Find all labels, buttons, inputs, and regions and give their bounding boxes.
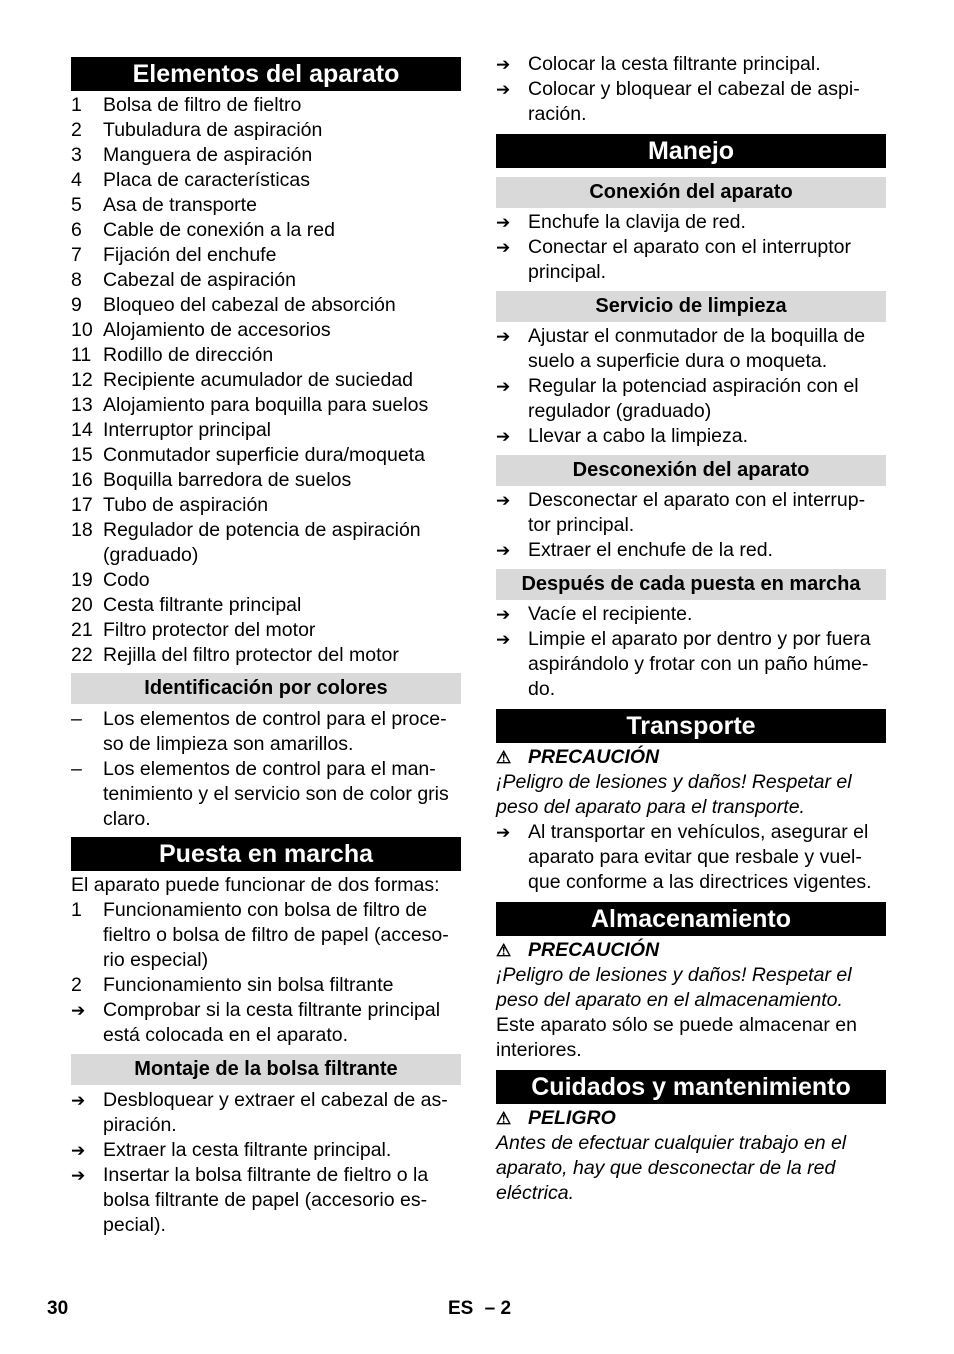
item-text: Extraer la cesta filtrante principal. — [103, 1139, 392, 1161]
item-text: Fijación del enchufe — [103, 244, 277, 266]
footer-lang-code: ES — [448, 1298, 474, 1319]
item-text: Insertar la bolsa filtrante de fieltro o la bolsa filtrante de papel (accesorio es-pecial). — [103, 1164, 429, 1236]
item-number: – — [71, 708, 82, 730]
item-text: Llevar a cabo la limpieza. — [528, 425, 749, 447]
warning-icon: ⚠ — [496, 941, 512, 960]
list-item — [71, 1138, 461, 1163]
item-text: Boquilla barredora de suelos — [103, 469, 352, 491]
heading-desconexion: Desconexión del aparato — [496, 455, 886, 486]
item-text: Cesta filtrante principal — [103, 594, 302, 616]
item-text: Funcionamiento sin bolsa filtrante — [103, 974, 394, 996]
item-text: Regular la potenciad aspiración con el regulador (graduado) — [528, 375, 859, 422]
heading-elementos: Elementos del aparato — [71, 57, 461, 91]
item-text: Ajustar el conmutador de la boquilla de suelo a superficie dura o moqueta. — [528, 325, 866, 372]
item-number: 4 — [71, 169, 82, 191]
item-number: – — [71, 758, 82, 780]
item-text: Placa de características — [103, 169, 311, 191]
list-item — [71, 293, 461, 318]
item-text: Los elementos de control para el proce-so de limpieza son amarillos. — [103, 708, 447, 755]
item-number: 9 — [71, 294, 82, 316]
warning-label: PRECAUCIÓN — [528, 746, 660, 768]
list-servicio — [496, 324, 886, 449]
list-item — [71, 268, 461, 293]
heading-manejo: Manejo — [496, 134, 886, 168]
list-item — [71, 143, 461, 168]
arrow-icon: ➔ — [496, 605, 511, 624]
item-number: 3 — [71, 144, 82, 166]
item-number: 1 — [71, 94, 82, 116]
item-text: Bolsa de filtro de fieltro — [103, 94, 302, 116]
list-item — [71, 343, 461, 368]
list-item — [71, 468, 461, 493]
item-text: Colocar la cesta filtrante principal. — [528, 53, 821, 75]
item-text: Cable de conexión a la red — [103, 219, 335, 241]
item-number: 17 — [71, 494, 93, 516]
list-item — [71, 518, 461, 568]
item-text: Rejilla del filtro protector del motor — [103, 644, 399, 666]
list-item — [496, 235, 886, 285]
item-text: Colocar y bloquear el cabezal de aspi-ración. — [528, 78, 860, 125]
item-text: Cabezal de aspiración — [103, 269, 296, 291]
arrow-icon: ➔ — [496, 238, 511, 257]
item-text: Rodillo de dirección — [103, 344, 274, 366]
list-item — [496, 627, 886, 702]
list-item — [71, 618, 461, 643]
item-text: Funcionamiento con bolsa de filtro de fieltro o bolsa de filtro de papel (acceso-rio especial) — [103, 899, 449, 971]
list-item — [71, 93, 461, 118]
heading-puesta: Puesta en marcha — [71, 837, 461, 871]
list-item — [71, 218, 461, 243]
list-item — [496, 424, 886, 449]
item-number: 22 — [71, 644, 93, 666]
arrow-icon: ➔ — [496, 427, 511, 446]
warning-almacen — [496, 938, 886, 963]
warning-cuidados-text: Antes de efectuar cualquier trabajo en el aparato, hay que desconectar de la red eléctrica. — [496, 1132, 847, 1204]
item-text: Vacíe el recipiente. — [528, 603, 693, 625]
item-number: 5 — [71, 194, 82, 216]
item-text: Regulador de potencia de aspiración (graduado) — [103, 519, 421, 566]
item-number: 19 — [71, 569, 93, 591]
list-item — [71, 643, 461, 668]
warning-icon: ⚠ — [496, 1109, 512, 1128]
item-text: Al transportar en vehículos, asegurar el aparato para evitar que resbale y vuel-que conforme a las directrices vigentes. — [528, 821, 872, 893]
item-number: 1 — [71, 899, 82, 921]
list-item — [71, 193, 461, 218]
list-item — [71, 757, 461, 832]
item-text: Desbloquear y extraer el cabezal de as-piración. — [103, 1089, 448, 1136]
item-number: 8 — [71, 269, 82, 291]
item-number: 2 — [71, 119, 82, 141]
item-text: Los elementos de control para el man-tenimiento y el servicio son de color gris claro. — [103, 758, 449, 830]
heading-conexion: Conexión del aparato — [496, 177, 886, 208]
list-item — [71, 898, 461, 973]
footer-lang — [448, 1298, 511, 1320]
item-text: Interruptor principal — [103, 419, 271, 441]
item-text: Limpie el aparato por dentro y por fuera aspirándolo y frotar con un paño húme-do. — [528, 628, 871, 700]
puesta-intro: El aparato puede funcionar de dos formas: — [71, 874, 440, 896]
item-text: Manguera de aspiración — [103, 144, 313, 166]
item-text: Comprobar si la cesta filtrante principal está colocada en el aparato. — [103, 999, 441, 1046]
item-text: Recipiente acumulador de suciedad — [103, 369, 414, 391]
list-item — [496, 210, 886, 235]
list-item — [496, 374, 886, 424]
list-item — [71, 998, 461, 1048]
list-item — [71, 368, 461, 393]
list-item — [71, 118, 461, 143]
warning-label: PRECAUCIÓN — [528, 939, 660, 961]
item-text: Alojamiento para boquilla para suelos — [103, 394, 429, 416]
list-item — [71, 418, 461, 443]
left-column — [71, 57, 461, 1238]
list-item — [71, 493, 461, 518]
arrow-icon: ➔ — [496, 55, 511, 74]
item-number: 13 — [71, 394, 93, 416]
list-item — [496, 324, 886, 374]
warning-label: PELIGRO — [528, 1107, 616, 1129]
warning-icon: ⚠ — [496, 748, 512, 767]
item-number: 21 — [71, 619, 93, 641]
item-number: 2 — [71, 974, 82, 996]
item-text: Extraer el enchufe de la red. — [528, 539, 773, 561]
item-text: Tubo de aspiración — [103, 494, 269, 516]
item-number: 10 — [71, 319, 93, 341]
warning-almacen-text: ¡Peligro de lesiones y daños! Respetar el peso del aparato en el almacenamiento. — [496, 964, 852, 1011]
list-item — [71, 1088, 461, 1138]
list-despues — [496, 602, 886, 702]
list-item — [71, 1163, 461, 1238]
list-montaje-cont — [496, 52, 886, 127]
list-desconexion — [496, 488, 886, 563]
list-item — [71, 593, 461, 618]
item-number: 16 — [71, 469, 93, 491]
item-number: 18 — [71, 519, 93, 541]
item-number: 20 — [71, 594, 93, 616]
list-puesta — [71, 898, 461, 1048]
heading-almacen: Almacenamiento — [496, 902, 886, 936]
almacen-text: Este aparato sólo se puede almacenar en interiores. — [496, 1014, 857, 1061]
arrow-icon: ➔ — [496, 491, 511, 510]
item-text: Enchufe la clavija de red. — [528, 211, 746, 233]
footer-sub: – 2 — [484, 1298, 512, 1319]
arrow-icon: ➔ — [496, 377, 511, 396]
arrow-icon: ➔ — [496, 213, 511, 232]
arrow-icon: ➔ — [71, 1141, 86, 1160]
heading-identificacion: Identificación por colores — [71, 673, 461, 704]
item-number: 14 — [71, 419, 93, 441]
list-item — [71, 168, 461, 193]
item-text: Conmutador superficie dura/moqueta — [103, 444, 425, 466]
arrow-icon: ➔ — [496, 541, 511, 560]
heading-servicio: Servicio de limpieza — [496, 291, 886, 322]
arrow-icon: ➔ — [71, 1091, 86, 1110]
item-text: Asa de transporte — [103, 194, 257, 216]
item-number: 12 — [71, 369, 93, 391]
list-item — [71, 318, 461, 343]
item-text: Desconectar el aparato con el interrup-tor principal. — [528, 489, 866, 536]
item-number: 11 — [71, 344, 92, 366]
list-item — [496, 820, 886, 895]
item-text: Alojamiento de accesorios — [103, 319, 331, 341]
item-text: Tubuladura de aspiración — [103, 119, 323, 141]
list-transporte — [496, 820, 886, 895]
item-text: Bloqueo del cabezal de absorción — [103, 294, 396, 316]
item-text: Conectar el aparato con el interruptor principal. — [528, 236, 852, 283]
warning-transporte-text: ¡Peligro de lesiones y daños! Respetar el peso del aparato para el transporte. — [496, 771, 852, 818]
list-montaje — [71, 1088, 461, 1238]
list-item — [496, 488, 886, 538]
heading-despues: Después de cada puesta en marcha — [496, 569, 886, 600]
list-item — [496, 538, 886, 563]
list-item — [496, 77, 886, 127]
list-item — [71, 393, 461, 418]
list-item — [71, 707, 461, 757]
arrow-icon: ➔ — [496, 823, 511, 842]
item-number: 6 — [71, 219, 82, 241]
warning-cuidados — [496, 1106, 886, 1131]
item-number: 7 — [71, 244, 82, 266]
item-text: Codo — [103, 569, 150, 591]
list-item — [496, 602, 886, 627]
list-elementos — [71, 93, 461, 668]
list-item — [71, 443, 461, 468]
heading-montaje: Montaje de la bolsa filtrante — [71, 1054, 461, 1085]
list-conexion — [496, 210, 886, 285]
heading-transporte: Transporte — [496, 709, 886, 743]
right-column — [496, 52, 886, 1206]
list-item — [71, 568, 461, 593]
warning-transporte — [496, 745, 886, 770]
heading-cuidados: Cuidados y mantenimiento — [496, 1070, 886, 1104]
arrow-icon: ➔ — [71, 1001, 86, 1020]
item-number: 15 — [71, 444, 93, 466]
arrow-icon: ➔ — [496, 327, 511, 346]
page-number: 30 — [47, 1298, 69, 1319]
arrow-icon: ➔ — [496, 80, 511, 99]
list-identificacion — [71, 707, 461, 832]
arrow-icon: ➔ — [71, 1166, 86, 1185]
item-text: Filtro protector del motor — [103, 619, 316, 641]
arrow-icon: ➔ — [496, 630, 511, 649]
list-item — [71, 243, 461, 268]
list-item — [71, 973, 461, 998]
list-item — [496, 52, 886, 77]
